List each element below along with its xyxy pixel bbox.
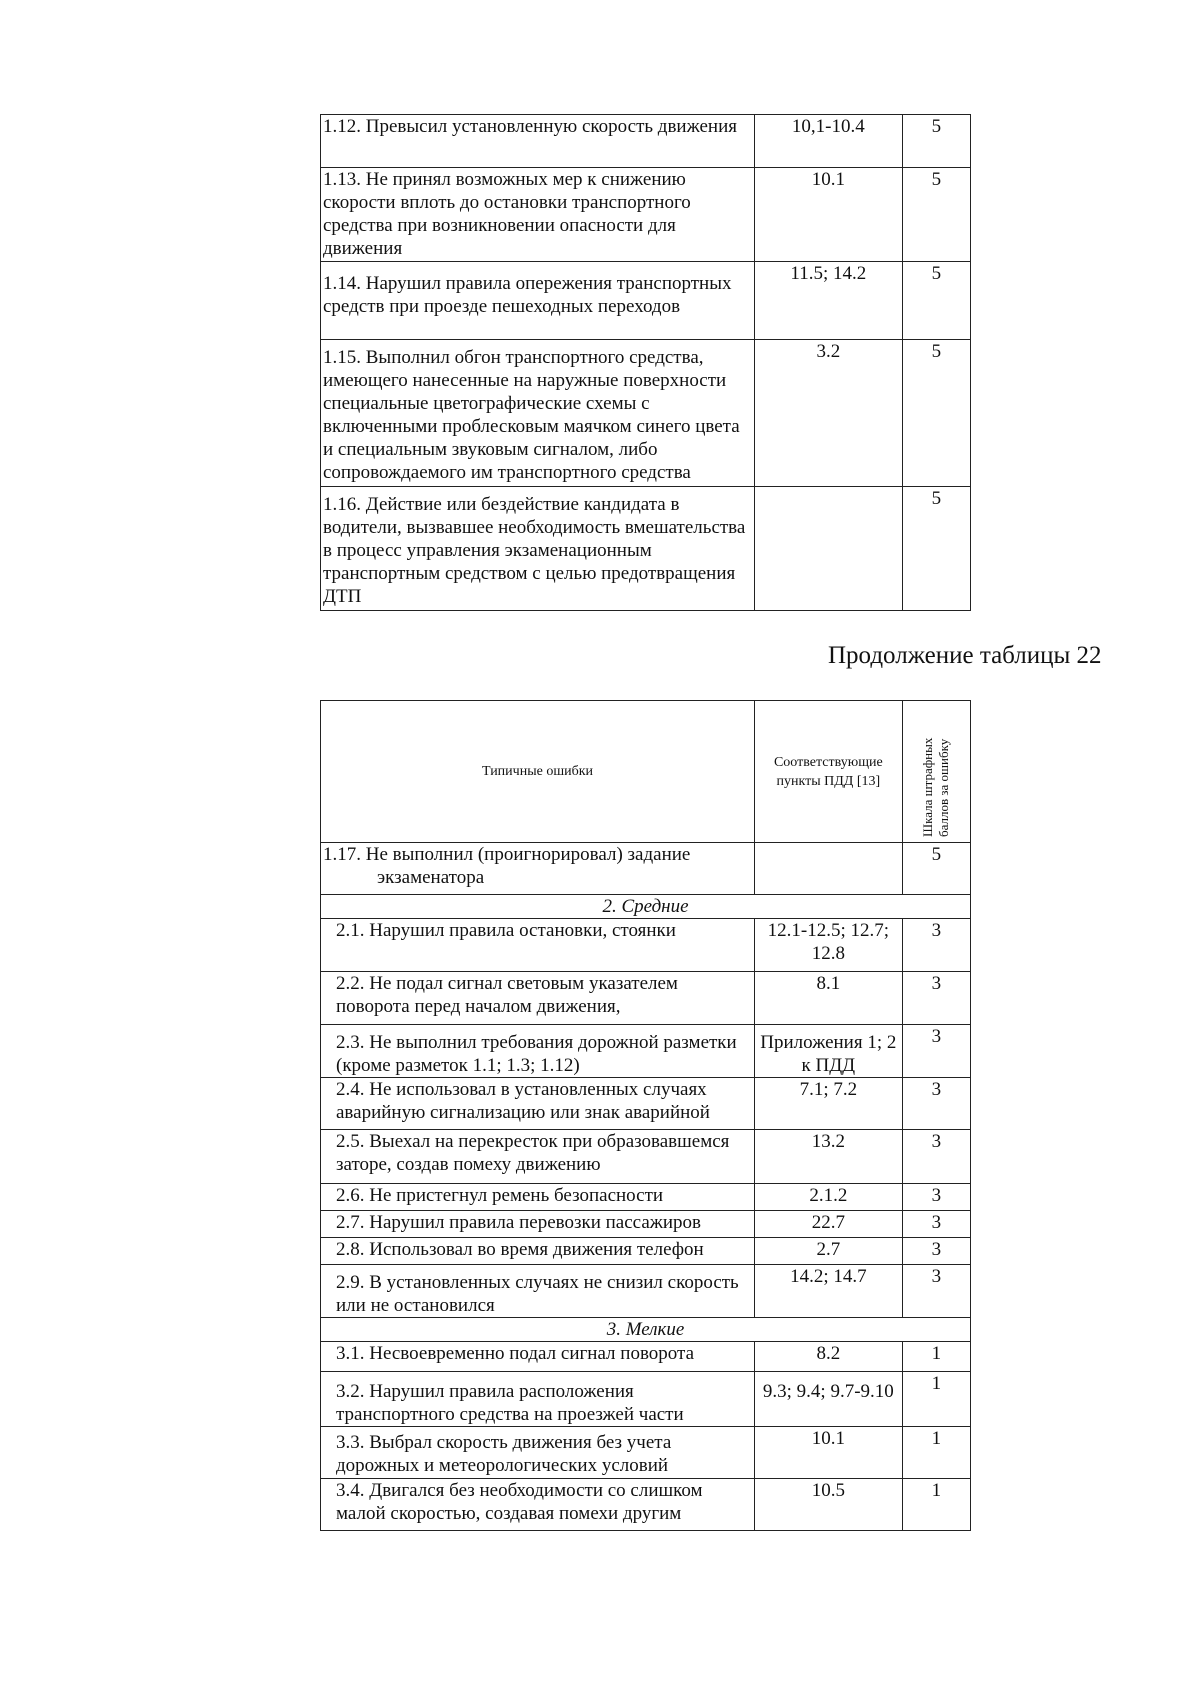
pdd-cell: 2.7 <box>755 1238 903 1265</box>
pdd-cell: 22.7 <box>755 1211 903 1238</box>
error-cell: 3.3. Выбрал скорость движения без учета дорожных и метеорологических условий <box>321 1427 755 1479</box>
table-row <box>321 1211 971 1238</box>
score-cell: 3 <box>902 1238 970 1265</box>
score-cell: 3 <box>902 1078 970 1130</box>
table-row <box>321 1184 971 1211</box>
score-cell: 3 <box>902 1211 970 1238</box>
pdd-cell: 10.1 <box>755 168 903 262</box>
pdd-cell: 8.1 <box>755 972 903 1025</box>
error-cell: 2.4. Не использовал в установленных случаях аварийную сигнализацию или знак аварийной <box>321 1078 755 1130</box>
table-row <box>321 1130 971 1184</box>
pdd-cell: 14.2; 14.7 <box>755 1265 903 1318</box>
error-line: экзаменатора <box>377 867 485 888</box>
table-header-row <box>321 701 971 843</box>
score-cell: 5 <box>902 340 970 487</box>
pdd-cell: 10,1-10.4 <box>755 115 903 168</box>
table-row <box>321 1025 971 1078</box>
table-row <box>321 919 971 972</box>
score-cell: 5 <box>902 487 970 611</box>
table-row <box>321 1427 971 1479</box>
table-row <box>321 1238 971 1265</box>
error-cell: 2.9. В установленных случаях не снизил скорость или не остановился <box>321 1265 755 1318</box>
score-cell: 1 <box>902 1342 970 1372</box>
error-cell: 2.3. Не выполнил требования дорожной разметки (кроме разметок 1.1; 1.3; 1.12) <box>321 1025 755 1078</box>
table-row <box>321 843 971 895</box>
pdd-cell: 11.5; 14.2 <box>755 262 903 340</box>
error-cell: 1.13. Не принял возможных мер к снижению скорости вплоть до остановки транспортного средства при возникновении опасности для движения <box>321 168 755 262</box>
header-score-cell <box>902 701 970 843</box>
pdd-cell: 13.2 <box>755 1130 903 1184</box>
pdd-cell: 12.1-12.5; 12.7; 12.8 <box>755 919 903 972</box>
pdd-cell: 8.2 <box>755 1342 903 1372</box>
error-cell: 3.1. Несвоевременно подал сигнал поворота <box>321 1342 755 1372</box>
score-cell: 3 <box>902 1265 970 1318</box>
table-row <box>321 168 971 262</box>
error-cell <box>321 843 755 895</box>
error-line: 1.17. Не выполнил (проигнорировал) задание <box>323 844 691 865</box>
header-pdd: Соответствующие пункты ПДД [13] <box>755 701 903 843</box>
traffic-errors-table-part-1 <box>320 114 971 611</box>
error-cell: 2.7. Нарушил правила перевозки пассажиров <box>321 1211 755 1238</box>
score-cell: 5 <box>902 262 970 340</box>
table-row <box>321 115 971 168</box>
error-cell: 2.2. Не подал сигнал световым указателем поворота перед началом движения, <box>321 972 755 1025</box>
score-cell: 1 <box>902 1372 970 1427</box>
table-row <box>321 1372 971 1427</box>
table-row <box>321 1078 971 1130</box>
score-cell: 3 <box>902 1184 970 1211</box>
pdd-cell: 9.3; 9.4; 9.7-9.10 <box>755 1372 903 1427</box>
traffic-errors-table-part-2 <box>320 700 971 1531</box>
table-row <box>321 1479 971 1531</box>
section-row <box>321 895 971 919</box>
error-cell: 2.5. Выехал на перекресток при образовавшемся заторе, создав помеху движению <box>321 1130 755 1184</box>
pdd-cell: 7.1; 7.2 <box>755 1078 903 1130</box>
pdd-cell: 10.5 <box>755 1479 903 1531</box>
section-title-medium: 2. Средние <box>321 895 971 919</box>
table-row <box>321 972 971 1025</box>
table-row <box>321 1265 971 1318</box>
score-cell: 1 <box>902 1427 970 1479</box>
score-cell: 5 <box>902 115 970 168</box>
pdd-cell: 10.1 <box>755 1427 903 1479</box>
table-row <box>321 262 971 340</box>
error-cell: 2.6. Не пристегнул ремень безопасности <box>321 1184 755 1211</box>
table-row <box>321 1342 971 1372</box>
error-cell: 2.8. Использовал во время движения телефон <box>321 1238 755 1265</box>
score-cell: 3 <box>902 919 970 972</box>
score-cell: 3 <box>902 1025 970 1078</box>
section-row <box>321 1318 971 1342</box>
score-cell: 3 <box>902 972 970 1025</box>
error-cell: 1.14. Нарушил правила опережения транспортных средств при проезде пешеходных переходов <box>321 262 755 340</box>
pdd-cell: 2.1.2 <box>755 1184 903 1211</box>
error-cell: 2.1. Нарушил правила остановки, стоянки <box>321 919 755 972</box>
header-score: Шкала штрафных баллов за ошибку <box>920 737 952 837</box>
score-cell: 5 <box>902 843 970 895</box>
header-errors: Типичные ошибки <box>321 701 755 843</box>
score-cell: 5 <box>902 168 970 262</box>
error-cell: 3.2. Нарушил правила расположения транспортного средства на проезжей части <box>321 1372 755 1427</box>
table-row <box>321 487 971 611</box>
pdd-cell <box>755 843 903 895</box>
pdd-cell: Приложения 1; 2 к ПДД <box>755 1025 903 1078</box>
section-title-minor: 3. Мелкие <box>321 1318 971 1342</box>
pdd-cell: 3.2 <box>755 340 903 487</box>
error-cell: 1.16. Действие или бездействие кандидата в водители, вызвавшее необходимость вмешательства в процесс управления экзаменационным транспортным средством с целью предотвращения ДТП <box>321 487 755 611</box>
error-cell: 1.15. Выполнил обгон транспортного средства, имеющего нанесенные на наружные поверхности специальные цветографические схемы с включенными проблесковым маячком синего цвета и специальным звуковым сигналом, либо сопровождаемого им транспортного средства <box>321 340 755 487</box>
table-row <box>321 340 971 487</box>
error-cell: 3.4. Двигался без необходимости со слишком малой скоростью, создавая помехи другим <box>321 1479 755 1531</box>
error-cell: 1.12. Превысил установленную скорость движения <box>321 115 755 168</box>
score-cell: 3 <box>902 1130 970 1184</box>
pdd-cell <box>755 487 903 611</box>
table-continuation-caption: Продолжение таблицы 22 <box>828 642 1102 669</box>
score-cell: 1 <box>902 1479 970 1531</box>
